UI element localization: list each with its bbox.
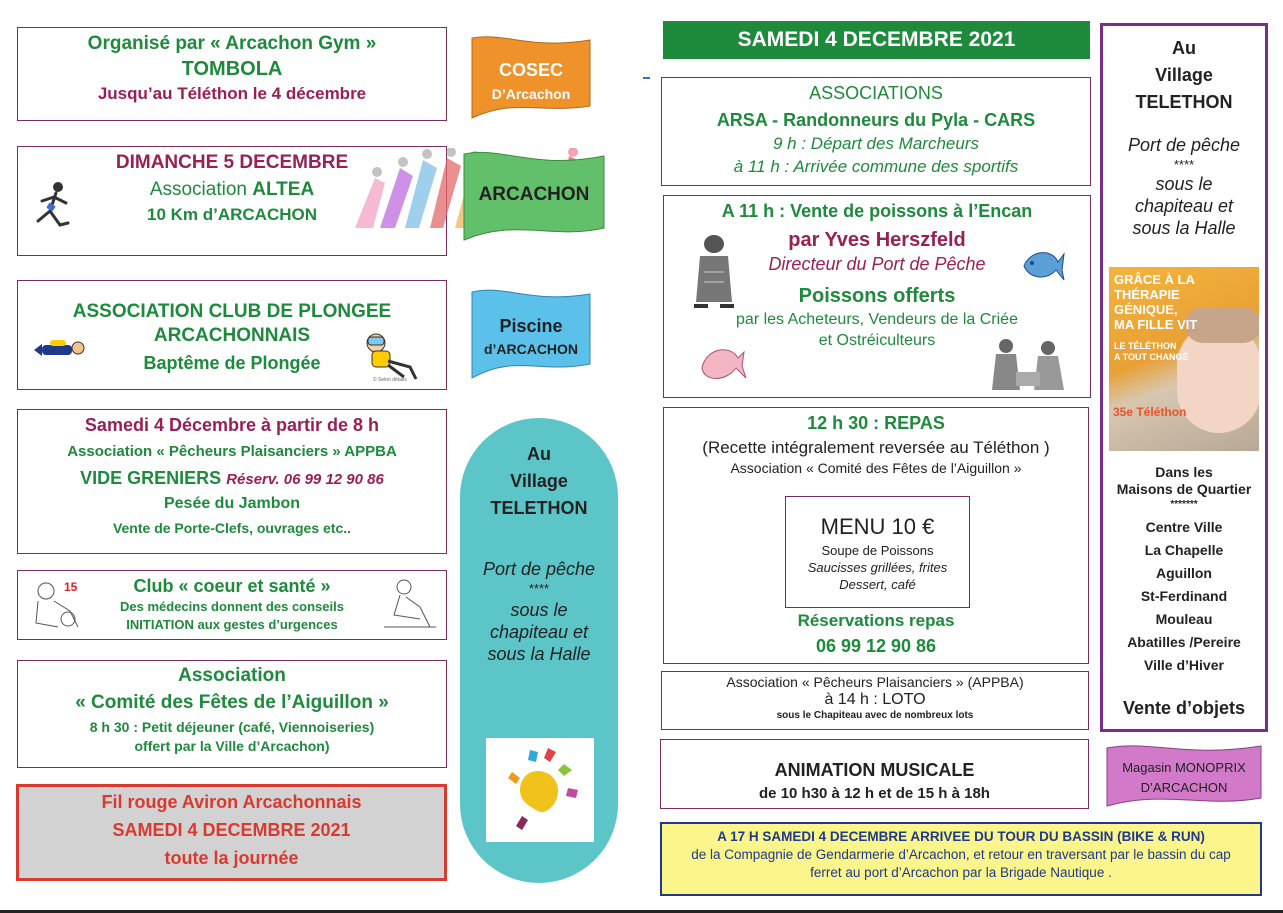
cosec-flag xyxy=(470,36,592,122)
pill-stars: **** xyxy=(528,581,550,596)
pink-fish-icon xyxy=(696,338,748,390)
telethon-sun-icon xyxy=(486,738,594,842)
altea-name: ALTEA xyxy=(252,179,315,200)
pill-port: Port de pêche xyxy=(482,559,596,579)
quartiers-stars: ******* xyxy=(1170,499,1198,510)
pill-village: Village xyxy=(510,471,568,491)
tombola-title: TOMBOLA xyxy=(181,58,283,80)
menu-saucisses: Saucisses grillées, frites xyxy=(807,560,948,575)
cpr-sketch-icon xyxy=(380,577,440,635)
pill-chapiteau: chapiteau et xyxy=(489,622,589,642)
poster-line3: GÉNIQUE, xyxy=(1114,302,1178,317)
monoprix-subtitle: D’ARCACHON xyxy=(1140,780,1228,795)
cosec-title: COSEC xyxy=(498,60,563,80)
repas-resa-label: Réservations repas xyxy=(797,611,955,630)
comite-offert: offert par la Ville d’Arcachon) xyxy=(134,738,330,754)
poster-line5: LE TÉLÉTHON xyxy=(1114,341,1177,351)
tombola-organizer: Organisé par « Arcachon Gym » xyxy=(87,33,377,54)
aviron-box xyxy=(16,784,447,881)
fishmonger-engraving-icon xyxy=(688,232,740,314)
date-header xyxy=(663,21,1090,59)
musique-title: ANIMATION MUSICALE xyxy=(774,760,975,780)
menu-title: MENU 10 € xyxy=(820,514,935,539)
quartier-item: Ville d’Hiver xyxy=(1144,657,1224,673)
musique-box xyxy=(660,739,1089,809)
quartiers-title-1: Dans les xyxy=(1155,464,1213,480)
arcachon-flag xyxy=(462,148,606,244)
poster-line2: THÉRAPIE xyxy=(1114,287,1180,302)
runner-icon xyxy=(30,181,76,239)
greniers-vente: Vente de Porte-Clefs, ouvrages etc.. xyxy=(112,520,352,536)
encan-offerts: Poissons offerts xyxy=(798,285,956,307)
comite-dejeuner: 8 h 30 : Petit déjeuner (café, Viennoiseries) xyxy=(89,719,375,735)
village-right-box xyxy=(1100,23,1268,732)
monoprix-flag xyxy=(1105,742,1263,808)
greniers-association: Association « Pêcheurs Plaisanciers » APPBA xyxy=(67,443,397,460)
greniers-phone: Réserv. 06 99 12 90 86 xyxy=(226,471,384,488)
greniers-date: Samedi 4 Décembre à partir de 8 h xyxy=(84,415,380,435)
samu-badge: 15 xyxy=(64,580,78,594)
quartier-item: Abatilles /Pereire xyxy=(1127,634,1241,650)
altea-association-label: Association xyxy=(149,179,253,200)
repas-association: Association « Comité des Fêtes de l’Aiguillon » xyxy=(730,460,1022,476)
aviron-date: SAMEDI 4 DECEMBRE 2021 xyxy=(112,820,351,840)
village-pill xyxy=(460,418,618,883)
aviron-title: Fil rouge Aviron Arcachonnais xyxy=(101,792,362,812)
arcachon-title: ARCACHON xyxy=(478,184,590,205)
monoprix-flag-shape xyxy=(1105,742,1263,808)
quartier-item: Aguillon xyxy=(1156,565,1212,581)
diver-cartoon-icon xyxy=(358,331,422,383)
poster-badge: 35e Téléthon xyxy=(1113,405,1187,419)
pill-sous-le: sous le xyxy=(510,600,568,620)
cosec-subtitle: D’Arcachon xyxy=(491,86,571,102)
plongee-city: ARCACHONNAIS xyxy=(153,325,311,346)
quartiers-title-2: Maisons de Quartier xyxy=(1116,481,1252,497)
right-sous-le: sous le xyxy=(1155,174,1213,194)
encan-role: Directeur du Port de Pêche xyxy=(768,254,986,274)
right-chapiteau: chapiteau et xyxy=(1134,196,1234,216)
right-stars: **** xyxy=(1173,157,1195,172)
repas-title: 12 h 30 : REPAS xyxy=(807,413,945,433)
plongee-activity: Baptême de Plongée xyxy=(143,353,321,373)
right-telethon: TELETHON xyxy=(1135,92,1233,112)
tour-brigade: ferret au port d’Arcachon par la Brigade Nautique . xyxy=(810,865,1112,880)
encan-person: par Yves Herszfeld xyxy=(788,229,966,251)
loto-box xyxy=(661,671,1089,730)
tour-gendarmerie: de la Compagnie de Gendarmerie d’Arcachon, et retour en traversant par le bassin du cap xyxy=(691,847,1231,862)
quartier-item: Centre Ville xyxy=(1145,519,1223,535)
greniers-title: VIDE GRENIERS xyxy=(80,468,227,488)
comite-fetes-box xyxy=(17,660,447,768)
comite-label: Association xyxy=(178,665,286,686)
small-dash xyxy=(643,77,650,79)
plongee-credit: © Selon détails xyxy=(373,377,407,383)
associations-title: ASSOCIATIONS xyxy=(809,83,943,103)
encan-box xyxy=(663,195,1091,398)
diver-icon xyxy=(32,336,92,364)
menu-box xyxy=(785,496,970,608)
coeur-sante-box xyxy=(17,570,447,640)
loto-lots: sous le Chapiteau avec de nombreux lots xyxy=(776,710,974,721)
poster-line1: GRÂCE À LA xyxy=(1114,272,1195,287)
vide-greniers-box xyxy=(17,409,447,554)
coeur-medecins: Des médecins donnent des conseils xyxy=(120,599,344,614)
blue-fish-icon xyxy=(1020,244,1066,284)
encan-title: A 11 h : Vente de poissons à l’Encan xyxy=(721,201,1033,221)
menu-dessert: Dessert, café xyxy=(839,577,916,592)
menu-soupe: Soupe de Poissons xyxy=(821,543,934,558)
quartier-item: St-Ferdinand xyxy=(1140,588,1228,604)
date-header-text: SAMEDI 4 DECEMBRE 2021 xyxy=(737,28,1016,51)
quartier-item: Mouleau xyxy=(1155,611,1213,627)
pill-halle: sous la Halle xyxy=(487,644,591,664)
tour-bassin-box xyxy=(660,822,1262,896)
monoprix-title: Magasin MONOPRIX xyxy=(1122,760,1246,775)
encan-acheteurs: par les Acheteurs, Vendeurs de la Criée xyxy=(736,311,1018,328)
aviron-duration: toute la journée xyxy=(164,848,299,868)
piscine-title: Piscine xyxy=(499,316,563,336)
coeur-title: Club « coeur et santé » xyxy=(133,576,331,596)
repas-recette: (Recette intégralement reversée au Téléthon ) xyxy=(702,438,1050,457)
coeur-initiation: INITIATION aux gestes d’urgences xyxy=(126,617,338,632)
plongee-box xyxy=(17,280,447,390)
altea-date: DIMANCHE 5 DECEMBRE xyxy=(115,152,349,173)
right-halle: sous la Halle xyxy=(1132,218,1236,238)
associations-depart: 9 h : Départ des Marcheurs xyxy=(773,134,979,153)
associations-names: ARSA - Randonneurs du Pyla - CARS xyxy=(716,110,1036,130)
associations-box xyxy=(661,77,1091,186)
poster-line6: A TOUT CHANGÉ xyxy=(1114,352,1189,362)
repas-box xyxy=(663,407,1089,664)
tour-title: A 17 H SAMEDI 4 DECEMBRE ARRIVEE DU TOUR DU BASSIN (BIKE & RUN) xyxy=(717,829,1205,844)
pill-au: Au xyxy=(527,444,551,464)
piscine-subtitle: d’ARCACHON xyxy=(483,341,579,357)
loto-association: Association « Pêcheurs Plaisanciers » (APPBA) xyxy=(726,674,1024,690)
altea-race: 10 Km d’ARCACHON xyxy=(146,205,318,224)
pill-telethon: TELETHON xyxy=(490,498,588,518)
encan-ostreiculteurs: et Ostréiculteurs xyxy=(818,332,936,349)
poster-line4: MA FILLE VIT xyxy=(1114,317,1198,332)
plongee-club: ASSOCIATION CLUB DE PLONGEE xyxy=(72,301,392,322)
quartier-item: La Chapelle xyxy=(1144,542,1224,558)
tombola-box xyxy=(17,27,447,121)
vente-objets: Vente d’objets xyxy=(1122,698,1246,718)
musique-horaires: de 10 h30 à 12 h et de 15 h à 18h xyxy=(759,785,990,802)
telethon-poster xyxy=(1109,267,1259,451)
right-port: Port de pêche xyxy=(1127,135,1241,155)
right-au: Au xyxy=(1172,38,1196,58)
telethon-logo xyxy=(486,738,594,842)
oyster-sellers-engraving-icon xyxy=(986,332,1074,396)
associations-arrivee: à 11 h : Arrivée commune des sportifs xyxy=(733,157,1019,176)
loto-title: à 14 h : LOTO xyxy=(824,691,926,708)
greniers-title-line xyxy=(18,468,446,489)
comite-name: « Comité des Fêtes de l’Aiguillon » xyxy=(75,692,389,713)
right-village: Village xyxy=(1155,65,1213,85)
tombola-date: Jusqu’au Téléthon le 4 décembre xyxy=(97,84,367,103)
greniers-jambon: Pesée du Jambon xyxy=(163,495,301,512)
repas-resa-phone: 06 99 12 90 86 xyxy=(815,636,937,656)
piscine-flag xyxy=(470,288,592,382)
